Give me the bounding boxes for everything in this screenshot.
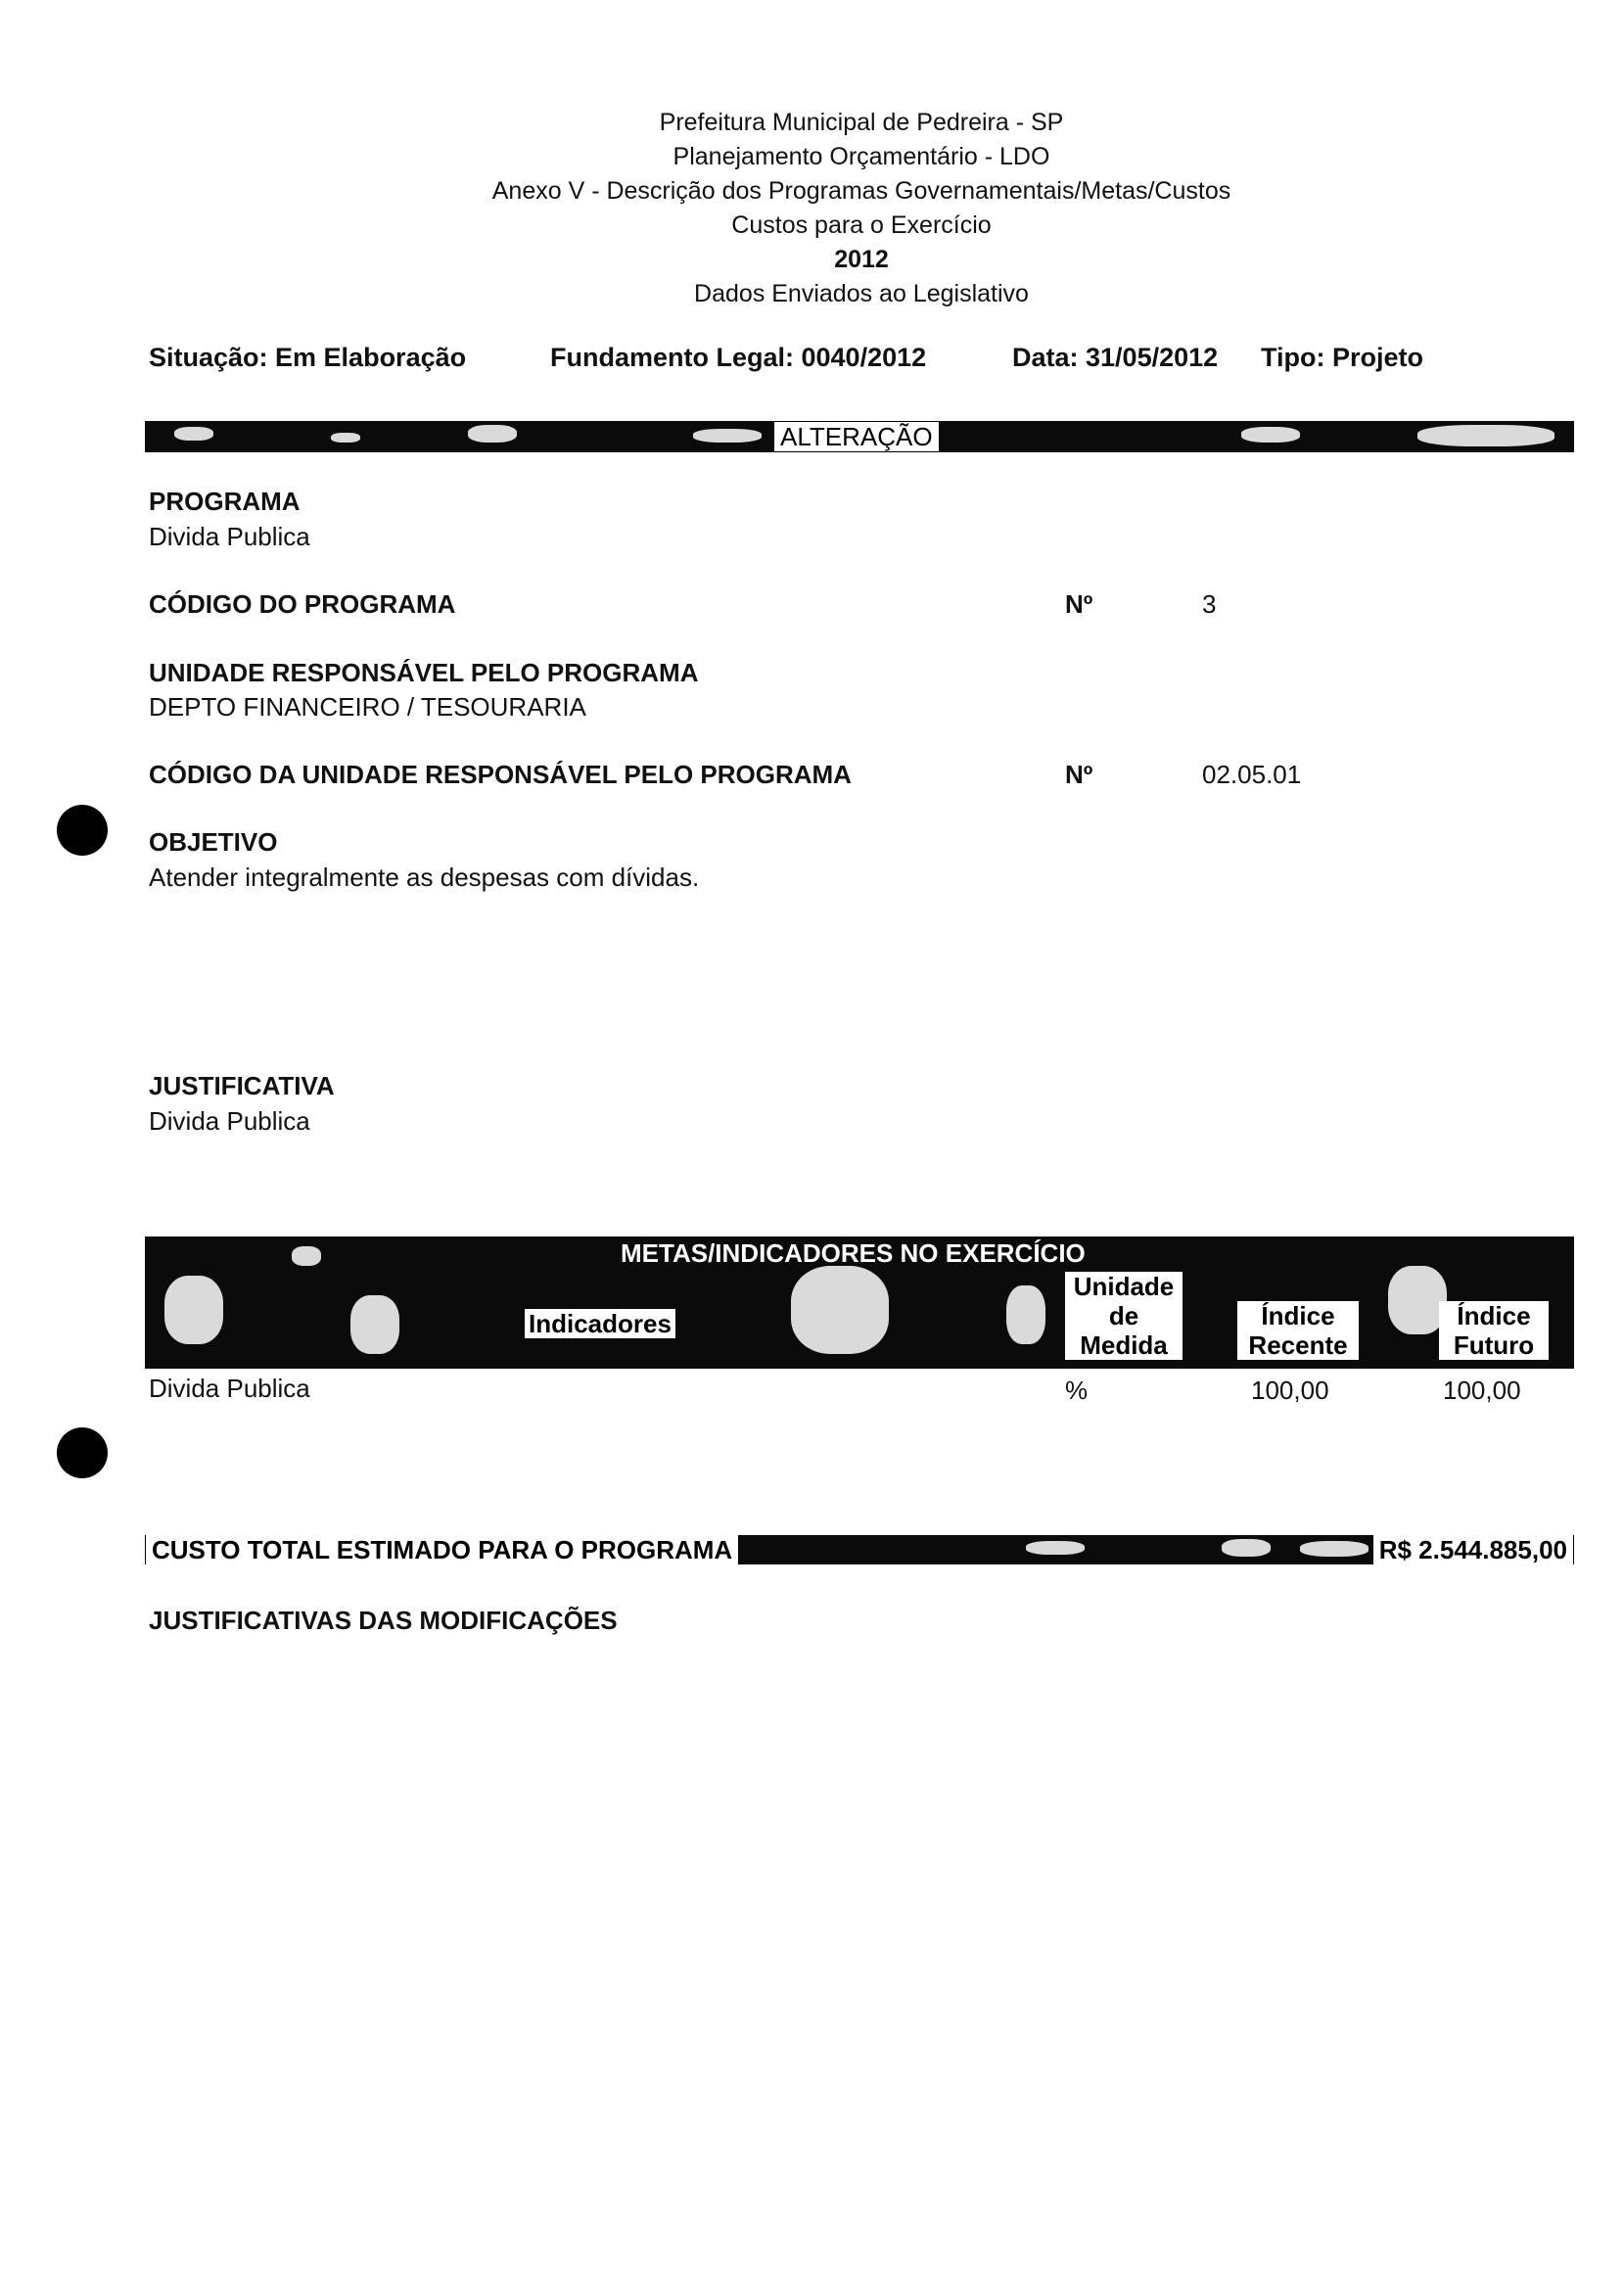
col-futuro — [1439, 1301, 1549, 1360]
meta-row-unidade: % — [1065, 1376, 1089, 1405]
col-recente — [1237, 1301, 1359, 1360]
header-annex: Anexo V - Descrição dos Programas Governamentais/Metas/Custos — [491, 177, 1231, 205]
status-situacao: Situação: Em Elaboração — [149, 343, 467, 372]
col-futuro-l1: Índice — [1457, 1301, 1531, 1330]
col-futuro-l2: Futuro — [1453, 1330, 1535, 1360]
unidade-label: UNIDADE RESPONSÁVEL PELO PROGRAMA — [149, 658, 699, 687]
header-costs: Custos para o Exercício — [731, 211, 992, 239]
codigo-programa-value: 3 — [1202, 589, 1217, 619]
codigo-unidade-no: Nº — [1065, 760, 1093, 789]
justificativa-value: Divida Publica — [149, 1106, 310, 1136]
header-planning: Planejamento Orçamentário - LDO — [673, 143, 1050, 170]
header-municipality: Prefeitura Municipal de Pedreira - SP — [659, 109, 1064, 136]
justificativas-modificacoes-label: JUSTIFICATIVAS DAS MODIFICAÇÕES — [149, 1606, 618, 1635]
status-fundamento: Fundamento Legal: 0040/2012 — [550, 343, 927, 372]
col-unidade — [1065, 1272, 1183, 1360]
col-indicadores: Indicadores — [525, 1309, 675, 1338]
codigo-programa-no: Nº — [1065, 589, 1093, 619]
custo-value: R$ 2.544.885,00 — [1372, 1535, 1574, 1564]
document-header — [0, 106, 1624, 311]
col-unidade-l2: de — [1108, 1301, 1139, 1330]
col-unidade-l3: Medida — [1080, 1330, 1168, 1360]
objetivo-value: Atender integralmente as despesas com dívidas. — [149, 863, 700, 892]
col-unidade-l1: Unidade — [1073, 1272, 1175, 1301]
metas-title: METAS/INDICADORES NO EXERCÍCIO — [621, 1238, 1086, 1268]
col-recente-l2: Recente — [1248, 1330, 1348, 1360]
metas-header-band — [145, 1236, 1574, 1369]
header-year: 2012 — [834, 246, 889, 273]
meta-row-recente: 100,00 — [1251, 1376, 1329, 1405]
objetivo-label: OBJETIVO — [149, 827, 278, 857]
codigo-unidade-value: 02.05.01 — [1202, 760, 1302, 789]
custo-label: CUSTO TOTAL ESTIMADO PARA O PROGRAMA — [145, 1535, 739, 1564]
meta-row-futuro: 100,00 — [1443, 1376, 1521, 1405]
programa-label: PROGRAMA — [149, 487, 301, 516]
status-tipo: Tipo: Projeto — [1261, 343, 1423, 372]
alteracao-label: ALTERAÇÃO — [773, 421, 940, 452]
header-sent: Dados Enviados ao Legislativo — [694, 280, 1029, 307]
status-data: Data: 31/05/2012 — [1012, 343, 1219, 372]
justificativa-label: JUSTIFICATIVA — [149, 1071, 335, 1100]
meta-row-indicador: Divida Publica — [149, 1374, 310, 1403]
punch-hole-bottom — [57, 1427, 108, 1478]
punch-hole-top — [57, 805, 108, 856]
alteracao-band — [145, 421, 1574, 452]
codigo-programa-label: CÓDIGO DO PROGRAMA — [149, 589, 456, 619]
programa-value: Divida Publica — [149, 522, 310, 551]
codigo-unidade-label: CÓDIGO DA UNIDADE RESPONSÁVEL PELO PROGRAMA — [149, 760, 852, 789]
col-recente-l1: Índice — [1261, 1301, 1335, 1330]
custo-band — [145, 1535, 1574, 1564]
unidade-value: DEPTO FINANCEIRO / TESOURARIA — [149, 692, 586, 722]
